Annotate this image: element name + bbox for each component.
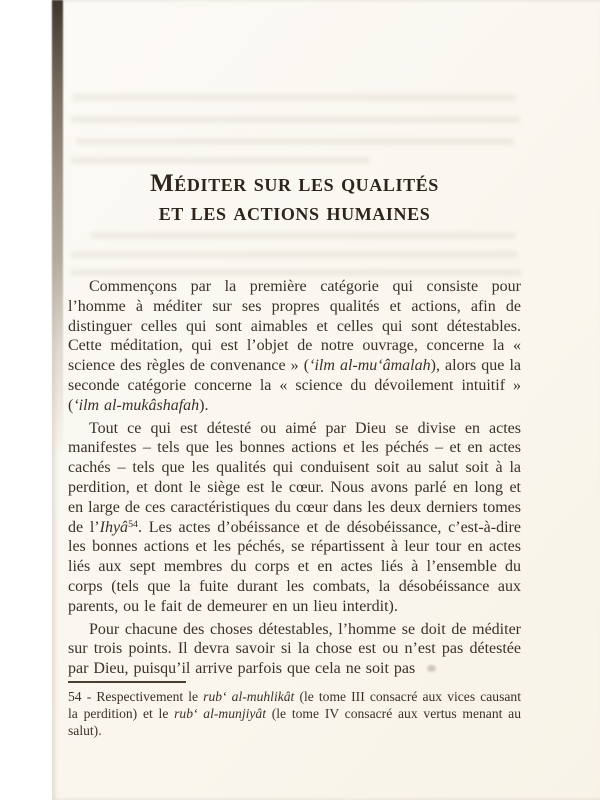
chapter-title-line1: Méditer sur les qualités — [150, 170, 439, 197]
paragraph-1: Commençons par la première catégorie qui consiste pour l’homme à méditer sur ses propres qualités et actions, afin de distinguer celles qui sont aimables et celles qui sont détestables. Cette méditation, qui est l’objet de notre ouvrage, concerne la « science des règles de convenance » (‘ilm al-mu‘âmalah), alors que la seconde catégorie concerne la « science du dévoilement intuitif » (‘ilm al-mukâshafah). — [68, 278, 521, 414]
chapter-title — [68, 169, 521, 227]
paragraph-2: Tout ce qui est détesté ou aimé par Dieu se divise en actes manifestes – tels que les bonnes actions et les péchés – et en actes cachés – tels que les qualités qui conduisent soit au salut soit à la perdition, et dont le siège est le cœur. Nous avons parlé en long et en large de ces caractéristiques du cœur dans les deux derniers tomes de l’Ihyâ$^{54}$. Les actes d’obéissance et de désobéissance, c’est-à-dire les bonnes actions et les péchés, se répartissent à leur tour en actes liés aux sept membres du corps et en actes liés à l’ensemble du corps (tels que la fuite durant les combats, la désobéissance aux parents, ou le fait de demeurer en un lieu interdit). — [68, 419, 521, 615]
spine-gutter-shadow — [52, 0, 63, 560]
bleedthrough-artifact — [70, 116, 520, 123]
bleedthrough-artifact — [72, 94, 516, 101]
bleedthrough-artifact — [90, 232, 516, 239]
footnote-divider — [68, 681, 186, 683]
bleedthrough-artifact — [76, 138, 514, 145]
bleedthrough-artifact — [70, 269, 522, 276]
bleedthrough-artifact — [70, 251, 518, 258]
paragraph-3: Pour chacune des choses détestables, l’homme se doit de méditer sur trois points. Il devra savoir si la chose est ou n’est pas détestée par Dieu, puisqu’il arrive parfois que cela ne soit pas — [68, 620, 521, 678]
footnote-text: 54 - Respectivement le rub‘ al-muhlikât (le tome III consacré aux vices causant la perdition) et le rub‘ al-munjiyât (le tome IV consacré aux vertus menant au salut). — [68, 689, 521, 739]
bleedthrough-artifact — [70, 157, 370, 164]
chapter-title-line2: et les actions humaines — [158, 199, 431, 226]
footnote — [68, 681, 521, 740]
body-text — [68, 277, 521, 679]
